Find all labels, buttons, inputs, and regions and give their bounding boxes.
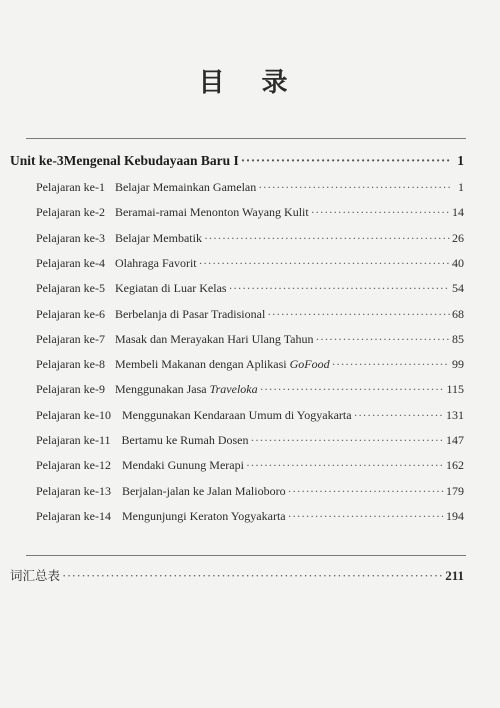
lesson-page: 14 bbox=[452, 205, 464, 220]
lesson-title bbox=[122, 509, 286, 524]
lesson-entry[interactable] bbox=[36, 180, 464, 195]
lesson-title bbox=[115, 231, 202, 246]
leader-dots bbox=[258, 180, 452, 195]
lesson-number: Pelajaran ke-1 bbox=[36, 180, 105, 194]
lesson-title-text: Masak dan Merayakan Hari Ulang Tahun bbox=[114, 331, 314, 346]
lesson-number: Pelajaran ke-8 bbox=[36, 357, 105, 372]
lesson-title bbox=[115, 382, 258, 397]
lesson-title-text: Bertamu ke Rumah Dosen bbox=[121, 433, 249, 447]
lesson-entry[interactable] bbox=[36, 205, 464, 220]
lesson-title bbox=[122, 458, 244, 473]
lesson-entry[interactable] bbox=[36, 256, 464, 271]
lesson-entry[interactable] bbox=[36, 433, 464, 448]
lesson-entry[interactable] bbox=[36, 231, 464, 246]
lesson-number: Pelajaran ke-10 bbox=[36, 407, 111, 422]
lesson-title-text: Berbelanja di Pasar Tradisional bbox=[114, 306, 266, 321]
lesson-title-text: Berjalan-jalan ke Jalan Malioboro bbox=[121, 483, 286, 498]
lesson-title bbox=[122, 408, 352, 423]
lesson-entry[interactable] bbox=[36, 458, 464, 473]
leader-dots bbox=[354, 408, 444, 423]
lesson-page: 194 bbox=[446, 508, 464, 523]
lesson-title-text: Menggunakan Jasa bbox=[114, 382, 210, 397]
bottom-divider bbox=[26, 555, 466, 556]
lesson-page: 40 bbox=[452, 255, 464, 270]
lesson-number: Pelajaran ke-6 bbox=[36, 306, 105, 321]
vocabulary-title: 词汇总表 bbox=[10, 568, 61, 583]
lesson-number: Pelajaran ke-11 bbox=[36, 433, 111, 447]
lesson-title bbox=[115, 180, 256, 195]
leader-dots bbox=[332, 357, 450, 372]
lesson-number: Pelajaran ke-5 bbox=[36, 281, 105, 296]
leader-dots bbox=[288, 509, 444, 524]
lesson-title bbox=[115, 307, 265, 322]
lesson-title-text: Mengunjungi Keraton Yogyakarta bbox=[121, 508, 286, 523]
unit-entry[interactable] bbox=[10, 153, 464, 169]
leader-dots bbox=[229, 281, 450, 296]
lesson-page: 179 bbox=[446, 483, 464, 498]
leader-dots bbox=[267, 307, 450, 322]
lesson-number: Pelajaran ke-7 bbox=[36, 331, 105, 346]
lesson-title-text: Kegiatan di Luar Kelas bbox=[114, 281, 227, 296]
lesson-title-text: Belajar Memainkan Gamelan bbox=[114, 180, 257, 194]
lesson-page: 162 bbox=[446, 458, 464, 473]
lesson-page: 26 bbox=[452, 230, 464, 245]
top-divider bbox=[26, 138, 466, 139]
leader-dots bbox=[260, 382, 445, 397]
lesson-page: 131 bbox=[446, 407, 464, 422]
leader-dots bbox=[246, 458, 444, 473]
lesson-entry[interactable] bbox=[36, 484, 464, 499]
lesson-page: 1 bbox=[458, 180, 464, 194]
lesson-number: Pelajaran ke-2 bbox=[36, 205, 105, 220]
leader-dots bbox=[251, 433, 444, 448]
lesson-entry[interactable] bbox=[36, 281, 464, 296]
lesson-entry[interactable] bbox=[36, 357, 464, 372]
leader-dots bbox=[204, 231, 450, 246]
lesson-title bbox=[122, 433, 249, 448]
lesson-page: 99 bbox=[452, 357, 464, 372]
leader-dots bbox=[288, 484, 444, 499]
lesson-title-text: Membeli Makanan dengan Aplikasi bbox=[114, 357, 290, 372]
lesson-entry[interactable] bbox=[36, 509, 464, 524]
leader-dots bbox=[241, 153, 452, 169]
lesson-number: Pelajaran ke-13 bbox=[36, 483, 111, 498]
lesson-page: 85 bbox=[452, 331, 464, 346]
lesson-title bbox=[115, 205, 309, 220]
lesson-number: Pelajaran ke-3 bbox=[36, 230, 105, 245]
lesson-page: 68 bbox=[452, 306, 464, 321]
lesson-number: Pelajaran ke-9 bbox=[36, 382, 105, 397]
lesson-title bbox=[115, 332, 314, 347]
page-title: 目 录 bbox=[198, 68, 302, 98]
leader-dots bbox=[316, 332, 450, 347]
leader-dots bbox=[62, 568, 443, 584]
lesson-title bbox=[122, 484, 286, 499]
lesson-page: 115 bbox=[446, 382, 464, 397]
lesson-number: Pelajaran ke-4 bbox=[36, 255, 105, 270]
lesson-page: 147 bbox=[446, 433, 464, 447]
lesson-entry[interactable] bbox=[36, 382, 464, 397]
lesson-number: Pelajaran ke-12 bbox=[36, 458, 111, 473]
lesson-title-text: Olahraga Favorit bbox=[114, 255, 197, 270]
unit-page: 1 bbox=[457, 153, 464, 168]
lesson-title-italic: GoFood bbox=[289, 357, 330, 372]
lesson-title bbox=[115, 281, 227, 296]
vocabulary-entry[interactable] bbox=[10, 566, 464, 584]
lesson-page: 54 bbox=[452, 281, 464, 296]
lesson-entry[interactable] bbox=[36, 332, 464, 347]
lesson-title-text: Mendaki Gunung Merapi bbox=[121, 458, 244, 473]
leader-dots bbox=[199, 256, 450, 271]
lesson-title bbox=[115, 256, 197, 271]
lesson-title bbox=[115, 357, 330, 372]
lesson-title-italic: Traveloka bbox=[209, 382, 258, 397]
lesson-title-text: Belajar Membatik bbox=[114, 230, 202, 245]
lesson-entry[interactable] bbox=[36, 408, 464, 423]
leader-dots bbox=[311, 205, 450, 220]
unit-title: Mengenal Kebudayaan Baru I bbox=[63, 153, 239, 168]
lesson-title-text: Menggunakan Kendaraan Umum di Yogyakarta bbox=[121, 407, 352, 422]
unit-number: Unit ke-3 bbox=[10, 153, 64, 168]
vocabulary-page: 211 bbox=[445, 568, 464, 583]
lesson-entry[interactable] bbox=[36, 307, 464, 322]
lesson-number: Pelajaran ke-14 bbox=[36, 508, 111, 523]
lesson-title-text: Beramai-ramai Menonton Wayang Kulit bbox=[114, 205, 309, 220]
